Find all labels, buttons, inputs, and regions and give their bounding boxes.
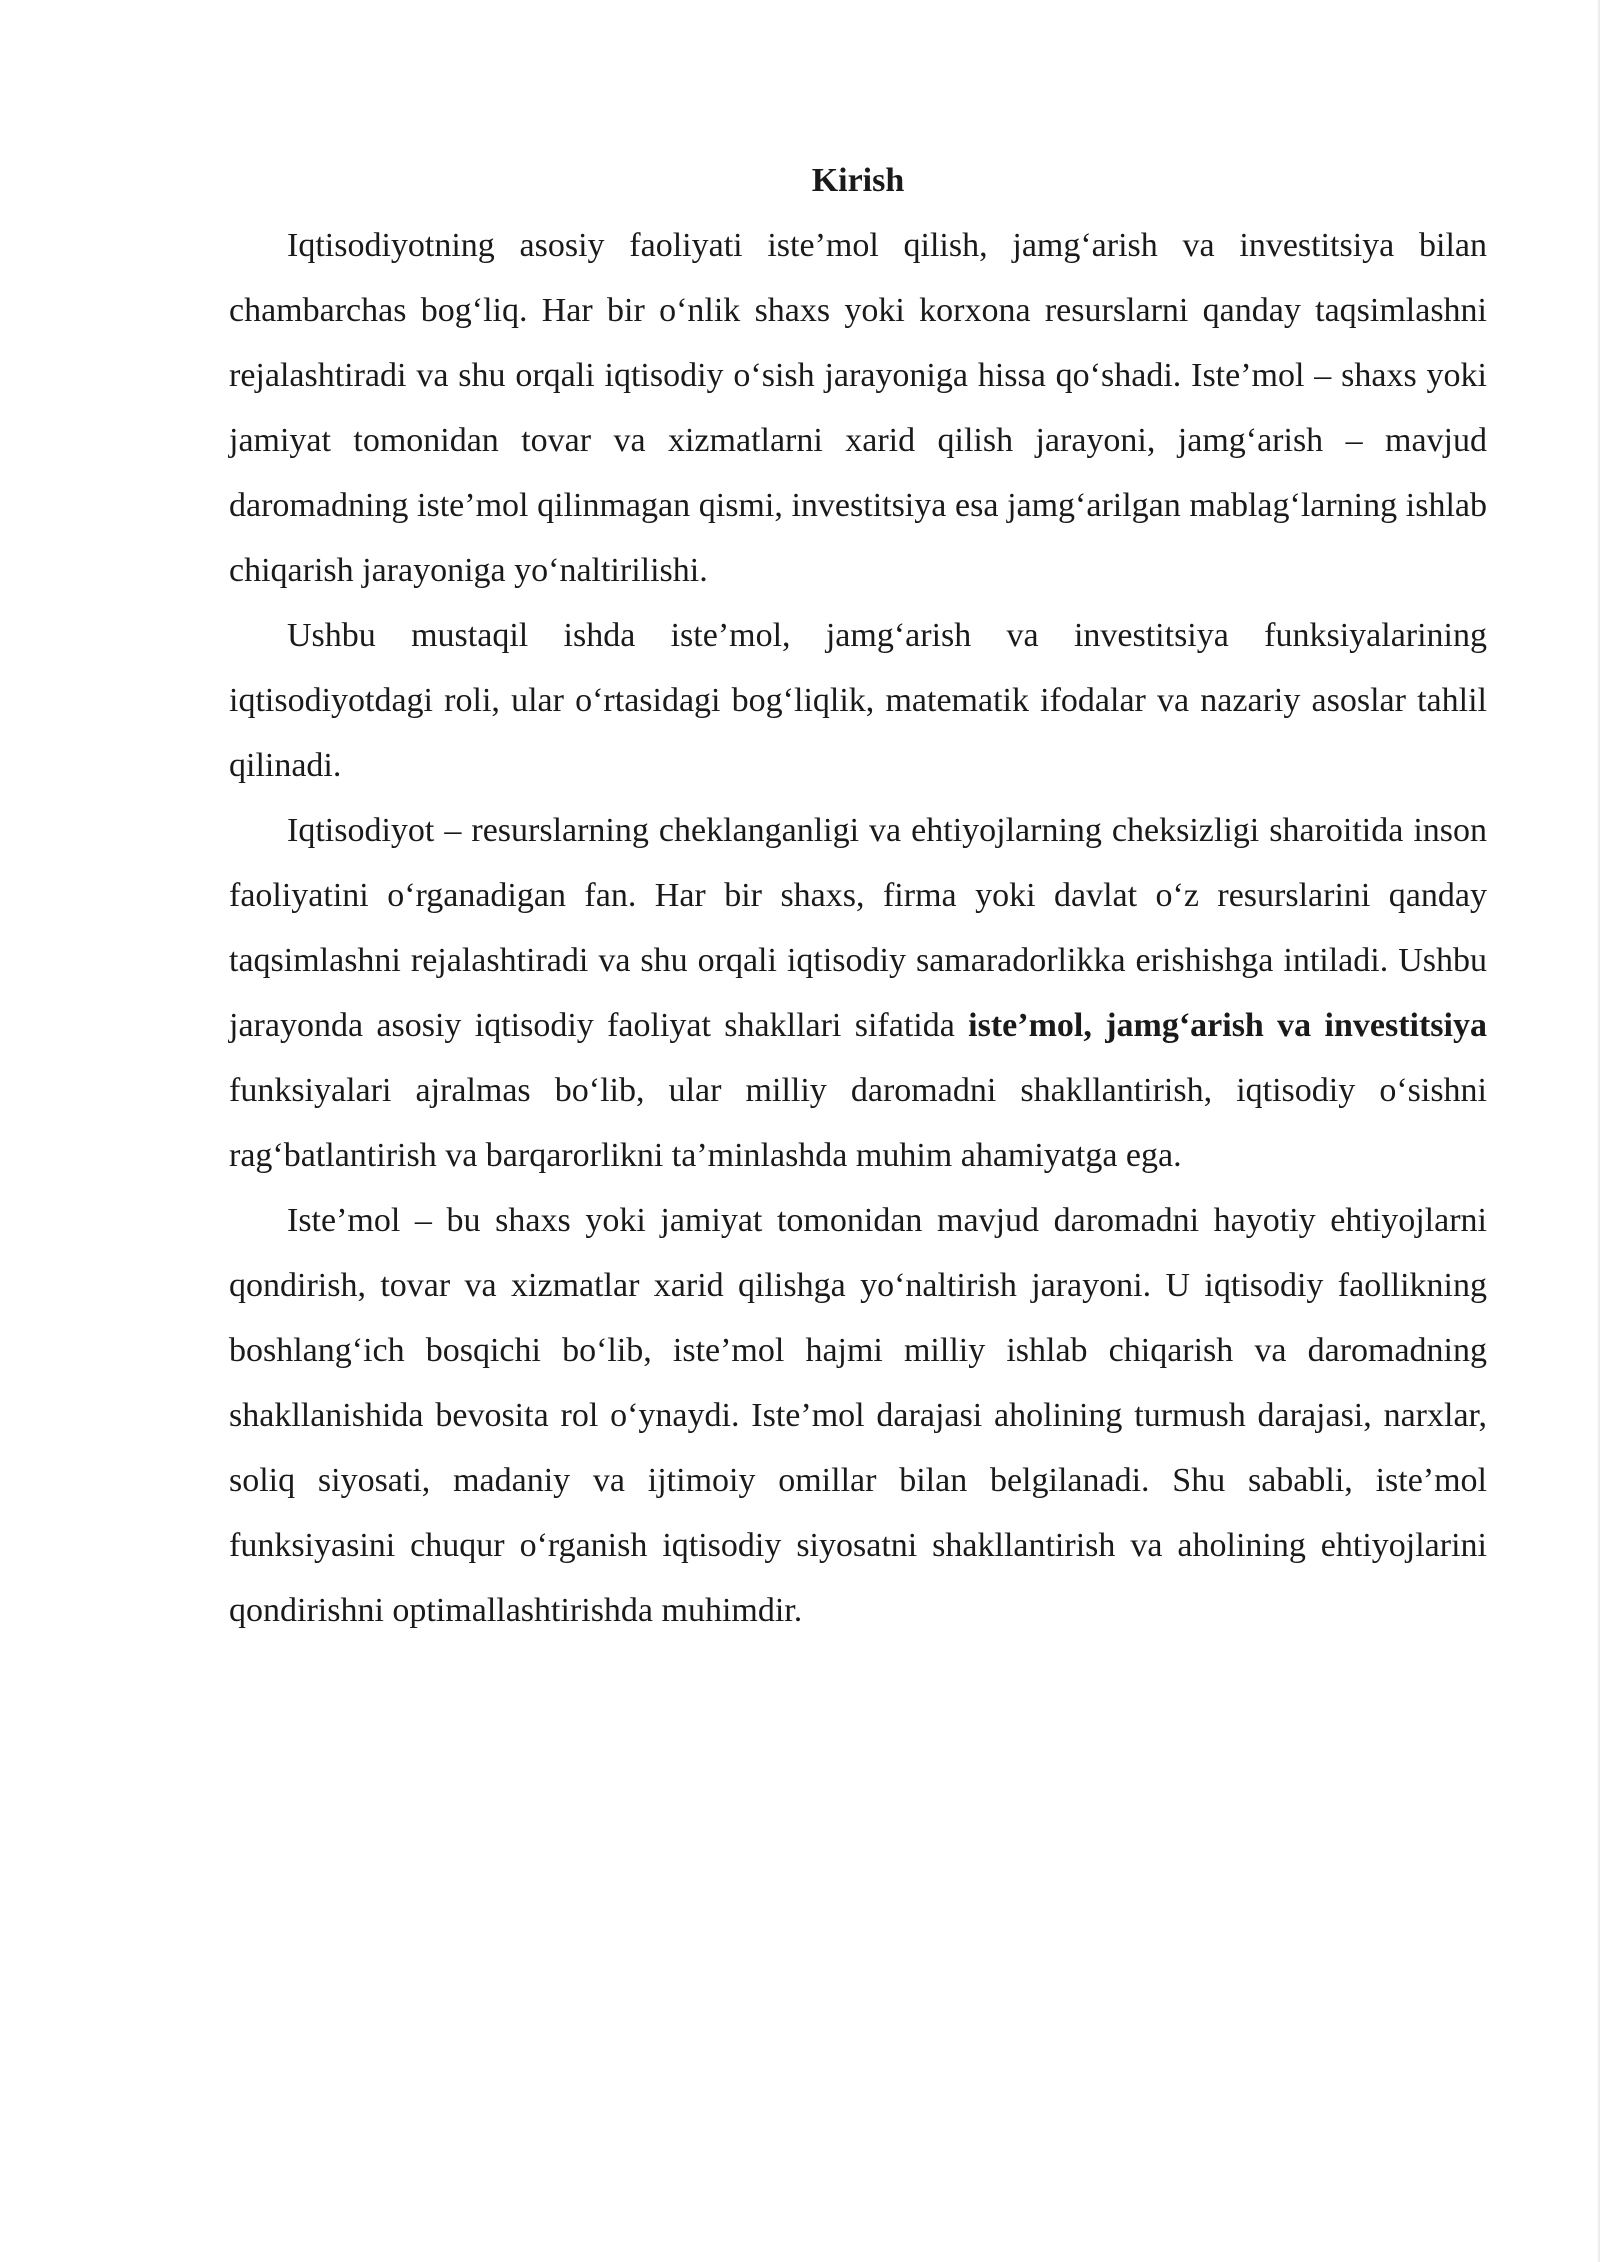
paragraph-3-text-after: funksiyalari ajralmas bo‘lib, ular milliy daromadni shakllantirish, iqtisodiy o‘sishni rag‘batlantirish va barqarorlikni ta’minlashda muhim ahamiyatga ega. — [229, 1072, 1487, 1174]
paragraph-3-bold-phrase: iste’mol, jamg‘arish va investitsiya — [968, 1007, 1487, 1044]
paragraph-1: Iqtisodiyotning asosiy faoliyati iste’mol qilish, jamg‘arish va investitsiya bilan chambarchas bog‘liq. Har bir o‘nlik shaxs yoki korxona resurslarni qanday taqsimlashni rejalashtiradi va shu orqali iqtisodiy o‘sish jarayoniga hissa qo‘shadi. Iste’mol – shaxs yoki jamiyat tomonidan tovar va xizmatlarni xarid qilish jarayoni, jamg‘arish – mavjud daromadning iste’mol qilinmagan qismi, investitsiya esa jamg‘arilgan mablag‘larning ishlab chiqarish jarayoniga yo‘naltirilishi. — [229, 227, 1487, 589]
paragraph-2: Ushbu mustaqil ishda iste’mol, jamg‘arish va investitsiya funksiyalarining iqtisodiyotdagi roli, ular o‘rtasidagi bog‘liqlik, matematik ifodalar va nazariy asoslar tahlil qilinadi. — [229, 617, 1487, 784]
page-title: Kirish — [811, 162, 905, 199]
paragraph-3 — [229, 798, 1487, 1188]
paragraph-4: Iste’mol – bu shaxs yoki jamiyat tomonidan mavjud daromadni hayotiy ehtiyojlarni qondirish, tovar va xizmatlar xarid qilishga yo‘naltirish jarayoni. U iqtisodiy faollikning boshlang‘ich bosqichi bo‘lib, iste’mol hajmi milliy ishlab chiqarish va daromadning shakllanishida bevosita rol o‘ynaydi. Iste’mol darajasi aholining turmush darajasi, narxlar, soliq siyosati, madaniy va ijtimoiy omillar bilan belgilanadi. Shu sababli, iste’mol funksiyasini chuqur o‘rganish iqtisodiy siyosatni shakllantirish va aholining ehtiyojlarini qondirishni optimallashtirishda muhimdir. — [229, 1202, 1487, 1629]
paragraph-3-text-before: Iqtisodiyot – resurslarning cheklanganligi va ehtiyojlarning cheksizligi sharoitida inson faoliyatini o‘rganadigan fan. Har bir shaxs, firma yoki davlat o‘z resurslarini qanday taqsimlashni rejalashtiradi va shu orqali iqtisodiy samaradorlikka erishishga intiladi. Ushbu jarayonda asosiy iqtisodiy faoliyat shakllari sifatida — [229, 812, 1487, 1044]
document-body — [229, 148, 1487, 1643]
